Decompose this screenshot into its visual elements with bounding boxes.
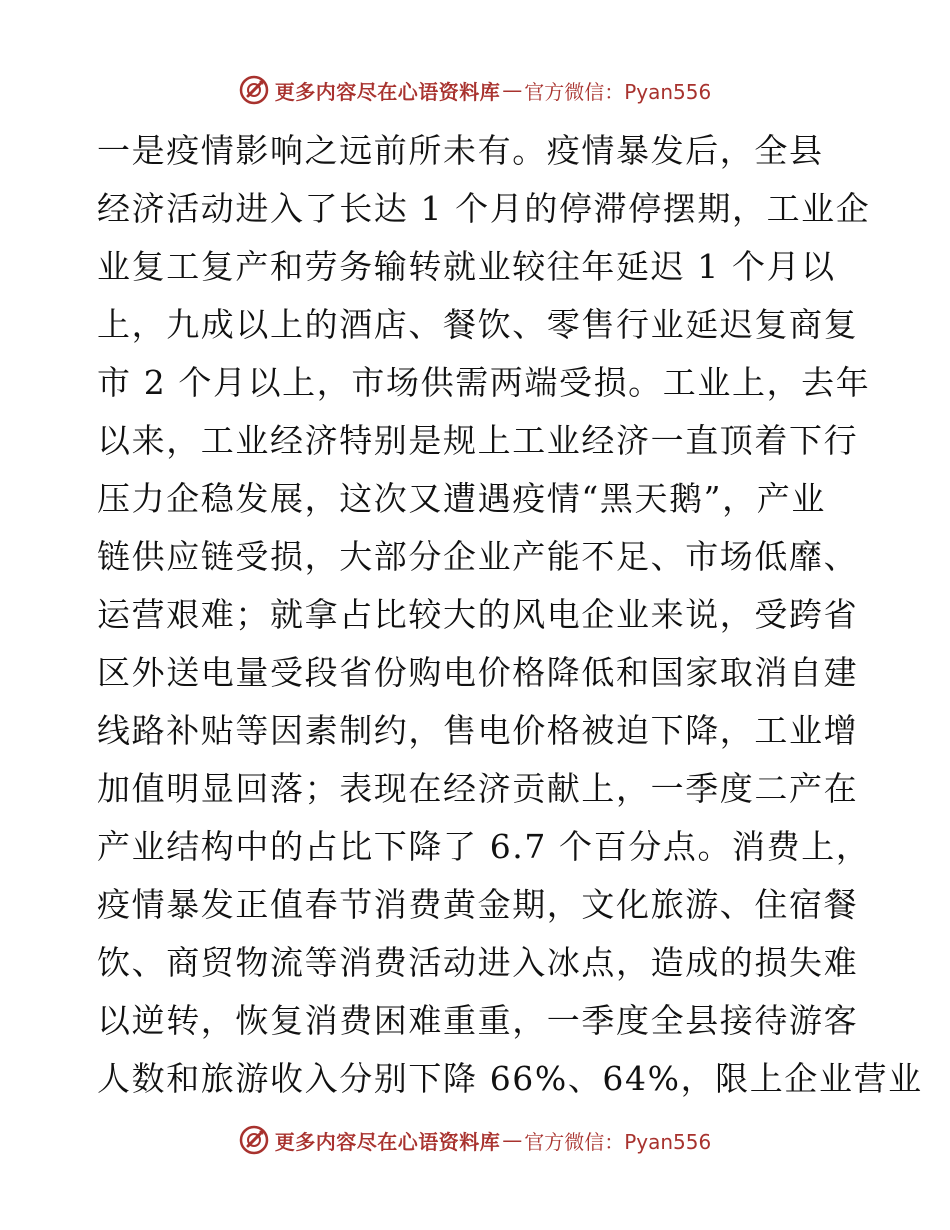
footer-separator: — xyxy=(502,1128,523,1152)
body-line: 压力企稳发展，这次又遭遇疫情“黑天鹅”，产业 xyxy=(97,479,826,518)
body-line: 以来，工业经济特别是规上工业经济一直顶着下行 xyxy=(97,421,859,460)
body-line: 区外送电量受段省份购电价格降低和国家取消自建 xyxy=(97,653,859,692)
footer-brand-text: 更多内容尽在心语资料库 xyxy=(274,1129,501,1154)
footer-wechat-text: 官方微信：Pyan556 xyxy=(524,1129,712,1154)
body-line: 饮、商贸物流等消费活动进入冰点，造成的损失难 xyxy=(97,943,859,982)
body-line: 线路补贴等因素制约，售电价格被迫下降，工业增 xyxy=(97,711,859,750)
header-banner xyxy=(0,70,950,110)
footer-banner xyxy=(0,1120,950,1160)
body-line: 人数和旅游收入分别下降 66%、64%，限上企业营业 xyxy=(97,1059,923,1098)
body-line: 产业结构中的占比下降了 6.7 个百分点。消费上， xyxy=(97,827,871,866)
brand-logo-icon xyxy=(239,1125,269,1155)
body-line: 业复工复产和劳务输转就业较往年延迟 1 个月以 xyxy=(97,247,836,286)
document-body xyxy=(97,122,923,1108)
body-line: 市 2 个月以上，市场供需两端受损。工业上，去年 xyxy=(97,363,871,402)
brand-logo-icon xyxy=(239,75,269,105)
body-line: 上，九成以上的酒店、餐饮、零售行业延迟复商复 xyxy=(97,305,859,344)
header-separator: — xyxy=(502,78,523,102)
body-line: 经济活动进入了长达 1 个月的停滞停摆期，工业企 xyxy=(97,189,871,228)
body-line: 加值明显回落；表现在经济贡献上，一季度二产在 xyxy=(97,769,859,808)
header-brand-text: 更多内容尽在心语资料库 xyxy=(274,79,501,104)
body-line: 运营艰难；就拿占比较大的风电企业来说，受跨省 xyxy=(97,595,859,634)
body-line: 一是疫情影响之远前所未有。疫情暴发后，全县 xyxy=(97,131,824,170)
body-line: 链供应链受损，大部分企业产能不足、市场低靡、 xyxy=(97,537,859,576)
header-wechat-text: 官方微信：Pyan556 xyxy=(524,79,712,104)
body-line: 疫情暴发正值春节消费黄金期，文化旅游、住宿餐 xyxy=(97,885,859,924)
body-line: 以逆转，恢复消费困难重重，一季度全县接待游客 xyxy=(97,1001,859,1040)
